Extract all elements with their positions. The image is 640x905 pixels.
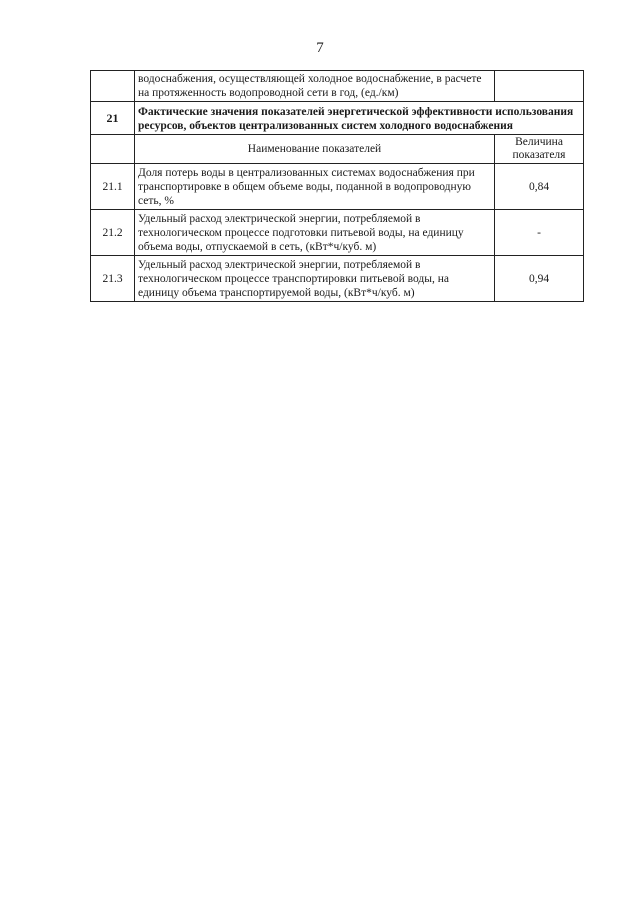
header-value: Величина показателя (495, 135, 584, 164)
row-number: 21.2 (91, 210, 135, 256)
indicator-name: Доля потерь воды в централизованных системах водоснабжения при транспортировке в общем объеме воды, поданной в водопроводную сеть, % (135, 164, 495, 210)
row-number: 21.3 (91, 256, 135, 302)
indicators-table (90, 70, 584, 302)
indicator-value: - (495, 210, 584, 256)
table-row (91, 210, 584, 256)
row-number: 21.1 (91, 164, 135, 210)
column-header-row (91, 135, 584, 164)
indicator-value: 0,94 (495, 256, 584, 302)
page-number: 7 (316, 40, 324, 56)
section-title: Фактические значения показателей энергетической эффективности использования ресурсов, объектов централизованных систем холодного водоснабжения (135, 102, 584, 135)
header-name: Наименование показателей (135, 135, 495, 164)
indicator-value (495, 71, 584, 102)
indicator-name: Удельный расход электрической энергии, потребляемой в технологическом процессе подготовки питьевой воды, на единицу объема воды, отпускаемой в сеть, (кВт*ч/куб. м) (135, 210, 495, 256)
section-number: 21 (91, 102, 135, 135)
header-number-cell (91, 135, 135, 164)
table-row-continuation (91, 71, 584, 102)
table-row (91, 256, 584, 302)
row-number (91, 71, 135, 102)
indicator-value: 0,84 (495, 164, 584, 210)
indicator-name: водоснабжения, осуществляющей холодное водоснабжение, в расчете на протяженность водопроводной сети в год, (ед./км) (135, 71, 495, 102)
indicator-name: Удельный расход электрической энергии, потребляемой в технологическом процессе транспортировки питьевой воды, на единицу объема транспортируемой воды, (кВт*ч/куб. м) (135, 256, 495, 302)
section-header-row (91, 102, 584, 135)
table-row (91, 164, 584, 210)
